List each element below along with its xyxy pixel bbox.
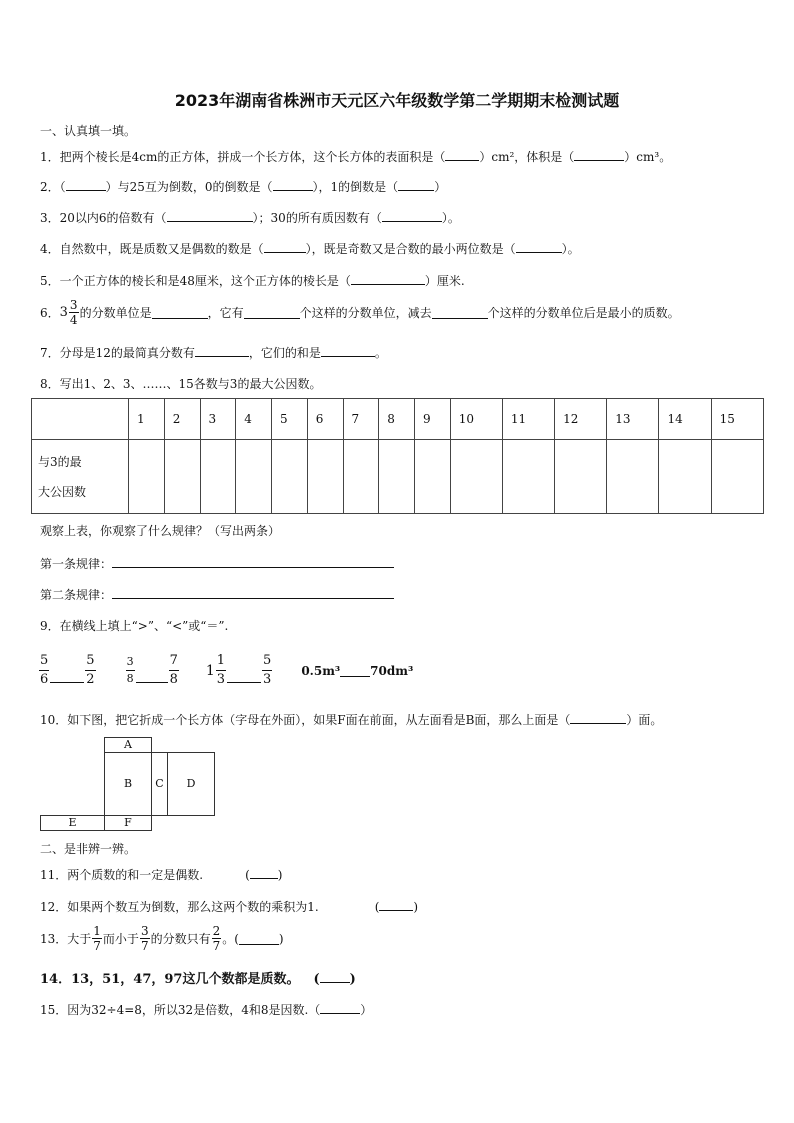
table-answer-cell[interactable] <box>379 440 415 514</box>
q9-f3-den: 8 <box>126 672 134 685</box>
table-header-cell: 10 <box>450 399 502 440</box>
table-header-cell: 12 <box>555 399 607 440</box>
q14-open: ( <box>313 972 320 987</box>
q5-text-a: 5．一个正方体的棱长和是48厘米，这个正方体的棱长是（ <box>40 274 351 288</box>
q9-f5-num: 1 <box>216 653 226 668</box>
table-answer-cell[interactable] <box>129 440 165 514</box>
q9-f2-den: 2 <box>86 672 95 687</box>
q7-text-a: 7．分母是12的最简真分数有 <box>40 346 195 360</box>
q4-text-c: ）。 <box>561 242 580 256</box>
q9-fraction-3 <box>126 654 135 687</box>
q2-text-c: ），1的倒数是（ <box>312 180 399 194</box>
q9-fraction-4 <box>169 652 179 689</box>
table-header-cell: 3 <box>200 399 236 440</box>
row-label-line-2: 大公因数 <box>38 484 87 499</box>
rule-1 <box>40 555 394 572</box>
q9-f5-whole: 1 <box>205 662 215 679</box>
q9-comparisons <box>38 652 413 689</box>
q13-f1-num: 1 <box>93 924 101 938</box>
q9-f6-num: 5 <box>263 653 272 668</box>
question-15 <box>40 1001 372 1018</box>
q12-text: 12．如果两个数互为倒数，那么这两个数的乘积为1. <box>40 900 319 914</box>
face-d: D <box>167 752 215 816</box>
table-answer-cell[interactable] <box>502 440 554 514</box>
q5-blank-1[interactable] <box>351 272 425 285</box>
q13-blank[interactable] <box>239 932 279 945</box>
rule-1-answer-line[interactable] <box>112 555 394 568</box>
q6-denominator: 4 <box>69 313 78 327</box>
q13-f2-num: 3 <box>140 924 149 938</box>
q2-text-d: ） <box>434 180 447 194</box>
question-13 <box>40 924 284 953</box>
q3-text-c: ）。 <box>441 211 460 225</box>
table-header-cell: 8 <box>379 399 415 440</box>
q6-text-c: 个这样的分数单位，减去 <box>299 306 432 320</box>
table-header-cell: 5 <box>272 399 308 440</box>
q6-text-a: 的分数单位是 <box>79 306 152 320</box>
q13-text-d: 。( <box>222 932 239 946</box>
q6-text-b: ，它有 <box>207 306 244 320</box>
row-label-line-1: 与3的最 <box>38 454 82 469</box>
table-header-cell: 7 <box>343 399 379 440</box>
q1-text-b: ）cm²，体积是（ <box>479 150 575 164</box>
q4-text-b: ），既是奇数又是合数的最小两位数是（ <box>305 242 516 256</box>
question-4 <box>40 240 580 257</box>
face-e: E <box>40 815 105 831</box>
q9-f1-den: 6 <box>40 672 49 687</box>
q4-blank-2[interactable] <box>516 240 562 253</box>
q3-blank-1[interactable] <box>167 209 253 222</box>
face-f: F <box>104 815 152 831</box>
q7-blank-2[interactable] <box>321 344 375 357</box>
question-2 <box>40 178 446 195</box>
table-answer-cell[interactable] <box>200 440 236 514</box>
q6-number: 6． <box>40 306 60 320</box>
q4-blank-1[interactable] <box>264 240 306 253</box>
q9-fraction-6 <box>262 652 272 689</box>
q13-fraction-3 <box>212 924 222 953</box>
table-answer-cell[interactable] <box>343 440 379 514</box>
table-header-cell: 15 <box>711 399 763 440</box>
q12-close: ) <box>413 900 419 914</box>
q1-text-c: ）cm³。 <box>624 150 672 164</box>
table-header-cell: 11 <box>502 399 554 440</box>
table-answer-cell[interactable] <box>272 440 308 514</box>
q14-close: ) <box>349 972 356 987</box>
q15-text: 15．因为32÷4=8，所以32是倍数，4和8是因数.（ <box>40 1003 321 1017</box>
q2-blank-1[interactable] <box>66 178 106 191</box>
q13-text-c: 的分数只有 <box>150 932 211 946</box>
q5-text-b: ）厘米. <box>424 274 465 288</box>
table-answer-cell[interactable] <box>164 440 200 514</box>
q3-text-a: 3．20以内6的倍数有（ <box>40 211 167 225</box>
q9-value-2: 70dm³ <box>370 663 414 678</box>
q12-open: ( <box>374 900 380 914</box>
table-answer-cell[interactable] <box>236 440 272 514</box>
q6-blank-3[interactable] <box>432 306 488 319</box>
table-answer-cell[interactable] <box>307 440 343 514</box>
q13-close: ) <box>278 931 284 946</box>
q6-text-d: 个这样的分数单位后是最小的质数。 <box>487 306 680 320</box>
q9-f5-den: 3 <box>216 672 226 687</box>
q4-text-a: 4．自然数中，既是质数又是偶数的数是（ <box>40 242 264 256</box>
question-7 <box>40 344 387 361</box>
q13-fraction-1 <box>92 924 102 953</box>
question-12 <box>40 898 418 915</box>
q2-text-b: ）与25互为倒数，0的倒数是（ <box>105 180 273 194</box>
q11-close: ) <box>277 868 283 882</box>
q9-fraction-5 <box>216 652 226 689</box>
face-a: A <box>104 737 152 753</box>
q7-text-b: ，它们的和是 <box>248 346 321 360</box>
q9-blank-2[interactable] <box>136 670 168 683</box>
q13-text-a: 13．大于 <box>40 932 92 946</box>
table-header-row <box>32 399 764 440</box>
q9-f2-num: 5 <box>86 653 95 668</box>
q9-f4-den: 8 <box>169 672 178 687</box>
q9-blank-4[interactable] <box>340 664 370 677</box>
table-corner-cell <box>32 399 129 440</box>
q11-open: ( <box>245 868 250 882</box>
table-header-cell: 2 <box>164 399 200 440</box>
face-c: C <box>151 752 168 816</box>
q6-blank-1[interactable] <box>152 306 208 319</box>
q7-text-c: 。 <box>374 346 387 360</box>
q10-blank[interactable] <box>570 711 626 724</box>
table-header-cell: 1 <box>129 399 165 440</box>
table-answer-cell[interactable] <box>450 440 502 514</box>
q10-text-end: ）面。 <box>626 713 663 727</box>
question-6 <box>40 298 680 327</box>
q12-blank[interactable] <box>379 898 413 911</box>
q11-blank[interactable] <box>250 866 278 879</box>
section-2-heading: 二、是非辨一辨。 <box>40 842 137 856</box>
q15-blank[interactable] <box>320 1001 360 1014</box>
q9-fraction-2 <box>85 652 95 689</box>
table-row-label <box>32 440 129 514</box>
table-header-cell: 4 <box>236 399 272 440</box>
q14-text: 14．13，51，47，97这几个数都是质数。 <box>40 972 300 987</box>
observe-prompt: 观察上表，你观察了什么规律？（写出两条） <box>40 524 281 538</box>
q9-f1-num: 5 <box>40 653 49 668</box>
q9-f6-den: 3 <box>263 672 272 687</box>
section-1-heading: 一、认真填一填。 <box>40 124 137 138</box>
rule-2-label: 第二条规律： <box>40 588 113 602</box>
table-answer-cell[interactable] <box>659 440 711 514</box>
q3-text-b: ）；30的所有质因数有（ <box>252 211 382 225</box>
q1-blank-2[interactable] <box>574 148 624 161</box>
q9-blank-3[interactable] <box>227 670 261 683</box>
q6-whole: 3 <box>59 305 68 320</box>
face-b: B <box>104 752 152 816</box>
rule-2 <box>40 586 394 603</box>
q1-blank-1[interactable] <box>445 148 479 161</box>
gcd-table <box>31 398 764 514</box>
q9-blank-1[interactable] <box>50 670 84 683</box>
q10-text: 10．如下图，把它折成一个长方体（字母在外面），如果F面在前面，从左面看是B面，那么上面是（ <box>40 713 571 727</box>
question-10 <box>40 711 662 728</box>
question-9: 9．在横线上填上“>”、“<”或“＝”. <box>40 619 229 633</box>
q11-text: 11．两个质数的和一定是偶数. <box>40 868 204 882</box>
page-title: 2023年湖南省株洲市天元区六年级数学第二学期期末检测试题 <box>174 91 620 110</box>
q14-blank[interactable] <box>320 970 350 983</box>
question-3 <box>40 209 460 226</box>
rule-2-answer-line[interactable] <box>112 586 394 599</box>
q2-blank-3[interactable] <box>398 178 434 191</box>
q13-fraction-2 <box>140 924 150 953</box>
question-11 <box>40 866 282 883</box>
q9-fraction-1 <box>39 652 49 689</box>
table-header-cell: 13 <box>607 399 659 440</box>
q7-blank-1[interactable] <box>195 344 249 357</box>
rule-1-label: 第一条规律： <box>40 557 113 571</box>
table-header-cell: 14 <box>659 399 711 440</box>
q2-text-a: 2．（ <box>40 180 66 194</box>
table-answer-cell[interactable] <box>607 440 659 514</box>
table-header-cell: 6 <box>307 399 343 440</box>
q6-fraction <box>69 298 79 327</box>
question-8: 8．写出1、2、3、……、15各数与3的最大公因数。 <box>40 377 322 391</box>
q13-f2-den: 7 <box>140 939 149 953</box>
q6-numerator: 3 <box>69 298 78 312</box>
q2-blank-2[interactable] <box>273 178 313 191</box>
q13-f3-den: 7 <box>212 939 221 953</box>
q3-blank-2[interactable] <box>382 209 442 222</box>
table-answer-cell[interactable] <box>711 440 763 514</box>
q9-value-1: 0.5m³ <box>301 663 341 678</box>
table-answer-cell[interactable] <box>555 440 607 514</box>
q9-f4-num: 7 <box>169 653 178 668</box>
question-1 <box>40 148 671 165</box>
q13-text-b: 而小于 <box>102 932 139 946</box>
q15-close: ） <box>360 1003 373 1017</box>
question-5 <box>40 272 465 289</box>
q13-f1-den: 7 <box>93 939 101 953</box>
q9-f3-num: 3 <box>126 655 134 668</box>
question-14 <box>40 968 356 987</box>
table-answer-row <box>32 440 764 514</box>
table-header-cell: 9 <box>415 399 451 440</box>
q6-blank-2[interactable] <box>244 306 300 319</box>
table-answer-cell[interactable] <box>415 440 451 514</box>
q13-f3-num: 2 <box>212 924 221 938</box>
q1-text-a: 1．把两个棱长是4cm的正方体，拼成一个长方体，这个长方体的表面积是（ <box>40 150 446 164</box>
